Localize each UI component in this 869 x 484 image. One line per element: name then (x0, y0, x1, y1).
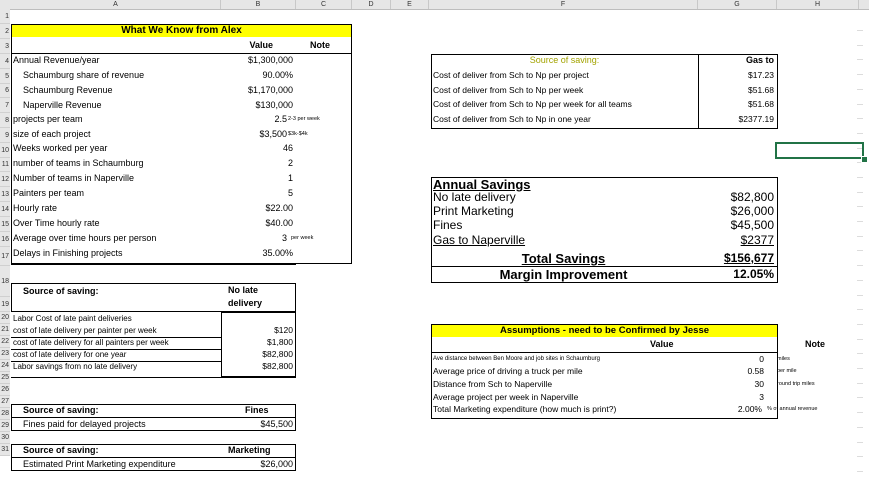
row-header[interactable]: 17 (0, 247, 10, 266)
assumption-row-label[interactable]: Ave distance between Ben Moore and job sites in Schaumburg (433, 356, 600, 362)
gas-row-value[interactable]: $2377.19 (738, 114, 774, 124)
column-header-f[interactable]: F (429, 0, 698, 9)
row-header[interactable]: 7 (0, 98, 10, 113)
row-header[interactable]: 23 (0, 348, 10, 360)
fines-divider (11, 417, 296, 418)
row-header[interactable]: 16 (0, 232, 10, 247)
late-type-line2[interactable]: delivery (228, 298, 263, 308)
alex-row-value[interactable]: 2.5 (274, 114, 287, 124)
assumption-row-label[interactable]: Average project per week in Naperville (433, 392, 579, 402)
row-header[interactable]: 18 (0, 266, 10, 297)
savings-row-label[interactable]: Gas to Naperville (433, 233, 526, 247)
savings-row-label[interactable]: Print Marketing (433, 204, 514, 218)
gridline-mark (857, 89, 863, 90)
savings-row-label[interactable]: No late delivery (433, 190, 516, 204)
late-row-value[interactable]: $82,800 (262, 361, 293, 371)
late-row-value[interactable]: $120 (274, 325, 293, 335)
gridline-mark (857, 412, 863, 413)
gridline-mark (857, 471, 863, 472)
alex-row-label[interactable]: Average over time hours per person (13, 233, 157, 243)
gas-source-header[interactable]: Source of saving: (529, 55, 600, 65)
assumptions-header-line (431, 352, 778, 353)
savings-title[interactable]: Annual Savings (433, 177, 531, 192)
row-header[interactable]: 31 (0, 444, 10, 456)
column-header-g[interactable]: G (698, 0, 777, 9)
alex-row-label[interactable]: number of teams in Schaumburg (13, 158, 144, 168)
late-row-label[interactable]: cost of late delivery per painter per week (13, 326, 157, 335)
row-header[interactable]: 14 (0, 202, 10, 217)
savings-total-label[interactable]: Total Savings (521, 251, 606, 266)
gridline-mark (857, 30, 863, 31)
row-header[interactable]: 30 (0, 432, 10, 444)
alex-row-label[interactable]: Over Time hourly rate (13, 218, 100, 228)
gas-row-label[interactable]: Cost of deliver from Sch to Np per project (433, 70, 589, 80)
gridline-mark (857, 397, 863, 398)
marketing-value[interactable]: $26,000 (260, 459, 293, 469)
column-header-c[interactable]: C (296, 0, 352, 9)
savings-row-value[interactable]: $45,500 (730, 218, 774, 232)
row-header[interactable]: 15 (0, 217, 10, 232)
column-header-b[interactable]: B (221, 0, 296, 9)
alex-row-label[interactable]: Schaumburg share of revenue (23, 70, 145, 80)
alex-row-label[interactable]: projects per team (13, 114, 83, 124)
alex-bottom-line (11, 264, 296, 265)
row-header[interactable]: 20 (0, 312, 10, 324)
column-header-h[interactable]: H (777, 0, 859, 9)
assumption-row-label[interactable]: Total Marketing expenditure (how much is print?) (433, 404, 617, 414)
row-header[interactable]: 8 (0, 113, 10, 128)
alex-row-value[interactable]: 1 (287, 173, 293, 183)
assumption-row-value[interactable]: 2.00% (737, 404, 762, 414)
row-header[interactable]: 1 (0, 9, 10, 24)
column-header-a[interactable]: A (11, 0, 221, 9)
alex-row-value[interactable]: $3,500 (259, 129, 287, 139)
row-header[interactable]: 3 (0, 39, 10, 54)
row-header[interactable]: 29 (0, 420, 10, 432)
row-header[interactable]: 13 (0, 187, 10, 202)
alex-row-note[interactable]: $3k-$4k (288, 131, 308, 137)
gridline-mark (857, 104, 863, 105)
gridline-mark (857, 250, 863, 251)
marketing-label[interactable]: Estimated Print Marketing expenditure (23, 459, 176, 469)
gridline-mark (857, 206, 863, 207)
gridline-mark (857, 45, 863, 46)
row-header[interactable]: 5 (0, 69, 10, 84)
alex-row-value[interactable]: $1,300,000 (247, 55, 293, 65)
alex-header-line (11, 53, 352, 54)
assumption-row-note[interactable]: miles (777, 356, 790, 362)
fines-label[interactable]: Fines paid for delayed projects (23, 419, 146, 429)
alex-row-value[interactable]: $1,170,000 (247, 85, 293, 95)
alex-row-label[interactable]: Number of teams in Naperville (13, 173, 135, 183)
row-header[interactable]: 2 (0, 24, 10, 39)
savings-margin-label[interactable]: Margin Improvement (499, 267, 628, 282)
column-header-e[interactable]: E (391, 0, 429, 9)
gridline-mark (857, 353, 863, 354)
gridline-mark (857, 280, 863, 281)
row-header[interactable]: 12 (0, 172, 10, 187)
late-row-value[interactable]: $82,800 (262, 349, 293, 359)
assumptions-note-header[interactable]: Note (805, 339, 825, 349)
alex-value-header[interactable]: Value (249, 40, 273, 50)
late-row-value[interactable]: $1,800 (267, 337, 293, 347)
alex-row-label[interactable]: Annual Revenue/year (13, 55, 100, 65)
alex-row-label[interactable]: Weeks worked per year (13, 143, 108, 153)
gas-row-value[interactable]: $51.68 (748, 85, 774, 95)
gas-row-label[interactable]: Cost of deliver from Sch to Np per week (433, 85, 584, 95)
alex-row-value[interactable]: 90.00% (262, 70, 293, 80)
gridline-mark (857, 59, 863, 60)
gas-value-header[interactable]: Gas to (745, 55, 774, 65)
late-row-label[interactable]: cost of late delivery for all painters per week (13, 338, 169, 347)
gridline-mark (857, 456, 863, 457)
savings-row-value[interactable]: $2377 (740, 233, 774, 247)
row-header[interactable]: 6 (0, 84, 10, 98)
alex-row-note[interactable]: 2-3 per week (288, 116, 320, 122)
row-header[interactable]: 9 (0, 128, 10, 143)
row-header[interactable]: 28 (0, 408, 10, 420)
alex-row-value[interactable]: $22.00 (265, 203, 293, 213)
marketing-divider (11, 457, 296, 458)
row-header[interactable]: 24 (0, 360, 10, 372)
fines-source-label[interactable]: Source of saving: (23, 405, 99, 415)
assumption-row-note[interactable]: % of annual revenue (767, 406, 818, 412)
alex-row-value[interactable]: 3 (281, 233, 287, 243)
assumption-row-label[interactable]: Distance from Sch to Naperville (433, 379, 553, 389)
fill-handle[interactable] (861, 156, 868, 163)
row-header[interactable]: 22 (0, 336, 10, 348)
assumptions-value-header[interactable]: Value (650, 339, 674, 349)
alex-row-value[interactable]: 5 (287, 188, 293, 198)
alex-row-label[interactable]: Delays in Finishing projects (13, 248, 123, 258)
assumption-row-label[interactable]: Average price of driving a truck per mile (433, 366, 583, 376)
late-type-line1[interactable]: No late (228, 285, 259, 295)
gridline-mark (857, 133, 863, 134)
alex-row-value[interactable]: $130,000 (255, 100, 293, 110)
savings-total-value[interactable]: $156,677 (723, 251, 774, 265)
gridline-mark (857, 324, 863, 325)
assumption-row-note[interactable]: round trip miles (777, 381, 815, 387)
late-row-label[interactable]: cost of late delivery for one year (13, 350, 127, 359)
assumption-row-value[interactable]: 30 (754, 379, 764, 389)
alex-row-label[interactable]: Naperville Revenue (23, 100, 102, 110)
assumption-row-value[interactable]: 3 (759, 392, 764, 402)
alex-row-label[interactable]: Hourly rate (13, 203, 58, 213)
gas-row-value[interactable]: $51.68 (748, 99, 774, 109)
row-header[interactable]: 10 (0, 143, 10, 158)
marketing-type[interactable]: Marketing (228, 445, 271, 455)
gridline-mark (857, 221, 863, 222)
alex-row-value[interactable]: 2 (287, 158, 293, 168)
alex-row-value[interactable]: $40.00 (265, 218, 293, 228)
alex-row-label[interactable]: size of each project (13, 129, 91, 139)
savings-row-value[interactable]: $82,800 (730, 190, 774, 204)
selected-cell[interactable] (775, 142, 864, 159)
gridline-mark (857, 309, 863, 310)
row-header[interactable]: 27 (0, 396, 10, 408)
assumption-row-value[interactable]: 0.58 (747, 366, 764, 376)
gridline-mark (857, 295, 863, 296)
alex-row-note[interactable]: per week (291, 235, 314, 241)
gridline-mark (857, 383, 863, 384)
alex-row-label[interactable]: Schaumburg Revenue (23, 85, 113, 95)
assumption-row-value[interactable]: 0 (759, 354, 764, 364)
gridline-mark (857, 427, 863, 428)
gridline-mark (857, 442, 863, 443)
row-header[interactable]: 11 (0, 158, 10, 172)
row-header[interactable]: 25 (0, 372, 10, 384)
alex-row-value[interactable]: 46 (282, 143, 293, 153)
savings-margin-value[interactable]: 12.05% (733, 267, 774, 281)
gridline-mark (857, 368, 863, 369)
gridline-mark (857, 265, 863, 266)
savings-row-value[interactable]: $26,000 (730, 204, 774, 218)
gas-row-value[interactable]: $17.23 (748, 70, 774, 80)
row-header[interactable]: 4 (0, 54, 10, 69)
alex-row-label[interactable]: Painters per team (13, 188, 85, 198)
late-row-label[interactable]: Labor Cost of late paint deliveries (13, 314, 132, 323)
alex-note-header[interactable]: Note (310, 40, 330, 50)
gridline-mark (857, 177, 863, 178)
alex-row-value[interactable]: 35.00% (262, 248, 293, 258)
row-header[interactable]: 21 (0, 324, 10, 336)
gas-row-label[interactable]: Cost of deliver from Sch to Np in one year (433, 114, 591, 124)
marketing-source-label[interactable]: Source of saving: (23, 445, 99, 455)
gridline-mark (857, 339, 863, 340)
alex-title[interactable]: What We Know from Alex (121, 25, 242, 36)
row-header[interactable]: 19 (0, 297, 10, 312)
savings-row-label[interactable]: Fines (433, 218, 463, 232)
fines-value[interactable]: $45,500 (260, 419, 293, 429)
late-bottom-line (11, 377, 296, 378)
column-header-d[interactable]: D (352, 0, 391, 9)
fines-type[interactable]: Fines (245, 405, 269, 415)
assumption-row-note[interactable]: per mile (777, 368, 797, 374)
gridline-mark (857, 192, 863, 193)
late-row-label[interactable]: Labor savings from no late delivery (13, 362, 138, 371)
gridline-mark (857, 74, 863, 75)
assumptions-title[interactable]: Assumptions - need to be Confirmed by Jesse (499, 325, 710, 336)
gridline-mark (857, 118, 863, 119)
late-source-label[interactable]: Source of saving: (23, 286, 99, 296)
row-header[interactable]: 26 (0, 384, 10, 396)
gridline-mark (857, 236, 863, 237)
gas-row-label[interactable]: Cost of deliver from Sch to Np per week for all teams (433, 99, 632, 109)
